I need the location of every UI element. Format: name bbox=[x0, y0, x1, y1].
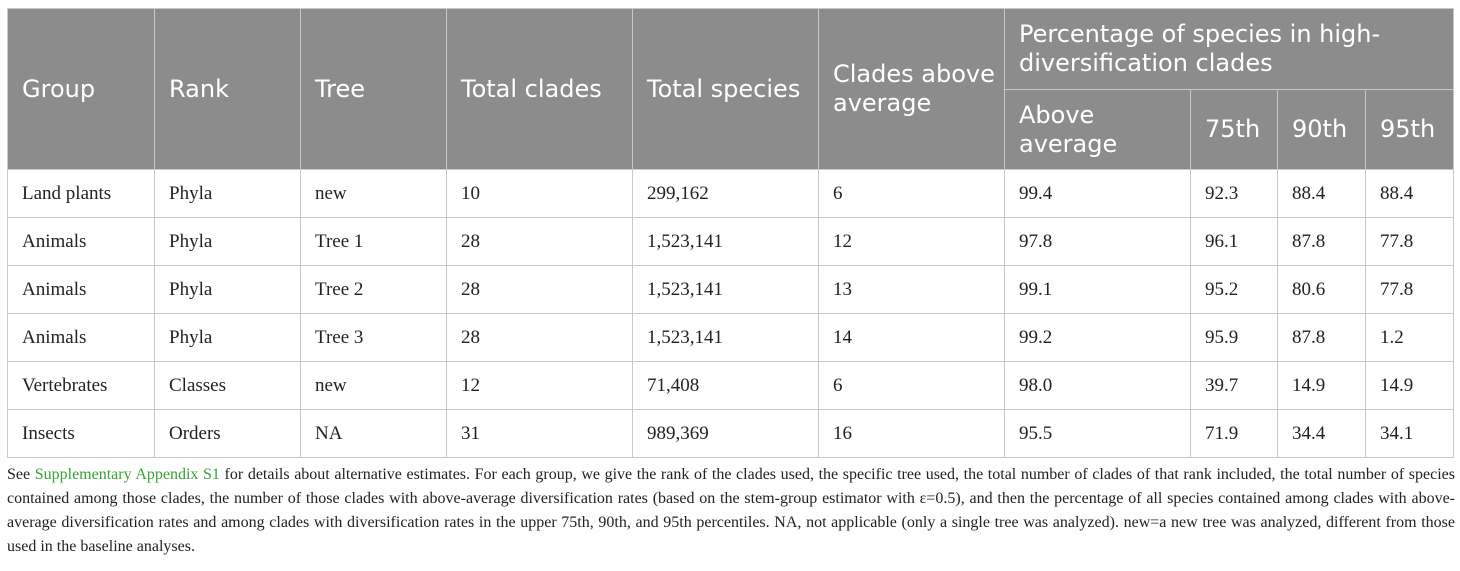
cell-90th: 14.9 bbox=[1278, 362, 1366, 410]
cell-total-clades: 12 bbox=[447, 362, 633, 410]
table-row bbox=[8, 314, 1454, 362]
cell-group: Animals bbox=[8, 314, 155, 362]
cell-90th: 87.8 bbox=[1278, 314, 1366, 362]
header-tree: Tree bbox=[301, 9, 447, 170]
header-75th: 75th bbox=[1191, 90, 1278, 170]
cell-clades-above-average: 6 bbox=[819, 362, 1005, 410]
cell-75th: 95.9 bbox=[1191, 314, 1278, 362]
cell-total-clades: 28 bbox=[447, 218, 633, 266]
cell-total-species: 71,408 bbox=[633, 362, 819, 410]
cell-95th: 77.8 bbox=[1366, 218, 1454, 266]
cell-group: Animals bbox=[8, 218, 155, 266]
cell-75th: 95.2 bbox=[1191, 266, 1278, 314]
table-row bbox=[8, 266, 1454, 314]
cell-total-species: 989,369 bbox=[633, 410, 819, 458]
cell-group: Insects bbox=[8, 410, 155, 458]
cell-95th: 77.8 bbox=[1366, 266, 1454, 314]
cell-above-average: 99.2 bbox=[1005, 314, 1191, 362]
cell-total-clades: 31 bbox=[447, 410, 633, 458]
cell-75th: 39.7 bbox=[1191, 362, 1278, 410]
header-percentage-group: Percentage of species in high-diversification clades bbox=[1005, 9, 1454, 90]
header-clades-above-average: Clades above average bbox=[819, 9, 1005, 170]
cell-clades-above-average: 13 bbox=[819, 266, 1005, 314]
cell-90th: 88.4 bbox=[1278, 170, 1366, 218]
cell-rank: Phyla bbox=[155, 314, 301, 362]
cell-rank: Phyla bbox=[155, 266, 301, 314]
cell-rank: Phyla bbox=[155, 170, 301, 218]
cell-above-average: 98.0 bbox=[1005, 362, 1191, 410]
cell-group: Land plants bbox=[8, 170, 155, 218]
cell-above-average: 99.4 bbox=[1005, 170, 1191, 218]
cell-tree: NA bbox=[301, 410, 447, 458]
cell-rank: Classes bbox=[155, 362, 301, 410]
footnote-prefix: See bbox=[7, 466, 35, 483]
cell-total-species: 1,523,141 bbox=[633, 314, 819, 362]
cell-total-species: 1,523,141 bbox=[633, 218, 819, 266]
header-group: Group bbox=[8, 9, 155, 170]
cell-group: Vertebrates bbox=[8, 362, 155, 410]
cell-rank: Orders bbox=[155, 410, 301, 458]
cell-75th: 96.1 bbox=[1191, 218, 1278, 266]
cell-above-average: 97.8 bbox=[1005, 218, 1191, 266]
table-row bbox=[8, 170, 1454, 218]
table-row bbox=[8, 410, 1454, 458]
footnote-body: for details about alternative estimates. For each group, we give the rank of the clades used, the specific tree used, the total number of clades of that rank included, the total number of species contained among those clades, the number of those clades with above-average diversification rates (based on the stem-group estimator with ε=0.5), and then the percentage of all species contained among clades with above-average diversification rates and among clades with diversification rates in the upper 75th, 90th, and 95th percentiles. NA, not applicable (only a single tree was analyzed). new=a new tree was analyzed, different from those used in the baseline analyses. bbox=[7, 466, 1455, 555]
supplementary-appendix-link[interactable]: Supplementary Appendix S1 bbox=[34, 466, 220, 483]
cell-90th: 80.6 bbox=[1278, 266, 1366, 314]
cell-above-average: 95.5 bbox=[1005, 410, 1191, 458]
cell-tree: Tree 1 bbox=[301, 218, 447, 266]
header-above-average: Above average bbox=[1005, 90, 1191, 170]
cell-tree: new bbox=[301, 362, 447, 410]
cell-tree: Tree 2 bbox=[301, 266, 447, 314]
table-footnote bbox=[7, 463, 1455, 559]
table-row bbox=[8, 362, 1454, 410]
cell-total-clades: 28 bbox=[447, 266, 633, 314]
table-row bbox=[8, 218, 1454, 266]
cell-rank: Phyla bbox=[155, 218, 301, 266]
cell-clades-above-average: 16 bbox=[819, 410, 1005, 458]
cell-95th: 34.1 bbox=[1366, 410, 1454, 458]
header-total-species: Total species bbox=[633, 9, 819, 170]
header-95th: 95th bbox=[1366, 90, 1454, 170]
table-header bbox=[8, 9, 1454, 170]
cell-total-species: 299,162 bbox=[633, 170, 819, 218]
cell-90th: 34.4 bbox=[1278, 410, 1366, 458]
header-90th: 90th bbox=[1278, 90, 1366, 170]
cell-clades-above-average: 12 bbox=[819, 218, 1005, 266]
cell-tree: Tree 3 bbox=[301, 314, 447, 362]
cell-above-average: 99.1 bbox=[1005, 266, 1191, 314]
cell-90th: 87.8 bbox=[1278, 218, 1366, 266]
cell-tree: new bbox=[301, 170, 447, 218]
cell-75th: 92.3 bbox=[1191, 170, 1278, 218]
cell-total-species: 1,523,141 bbox=[633, 266, 819, 314]
header-rank: Rank bbox=[155, 9, 301, 170]
cell-group: Animals bbox=[8, 266, 155, 314]
results-table bbox=[7, 8, 1454, 458]
header-total-clades: Total clades bbox=[447, 9, 633, 170]
cell-clades-above-average: 14 bbox=[819, 314, 1005, 362]
table-body bbox=[8, 170, 1454, 458]
cell-95th: 1.2 bbox=[1366, 314, 1454, 362]
cell-total-clades: 28 bbox=[447, 314, 633, 362]
cell-total-clades: 10 bbox=[447, 170, 633, 218]
cell-clades-above-average: 6 bbox=[819, 170, 1005, 218]
cell-95th: 14.9 bbox=[1366, 362, 1454, 410]
cell-75th: 71.9 bbox=[1191, 410, 1278, 458]
cell-95th: 88.4 bbox=[1366, 170, 1454, 218]
